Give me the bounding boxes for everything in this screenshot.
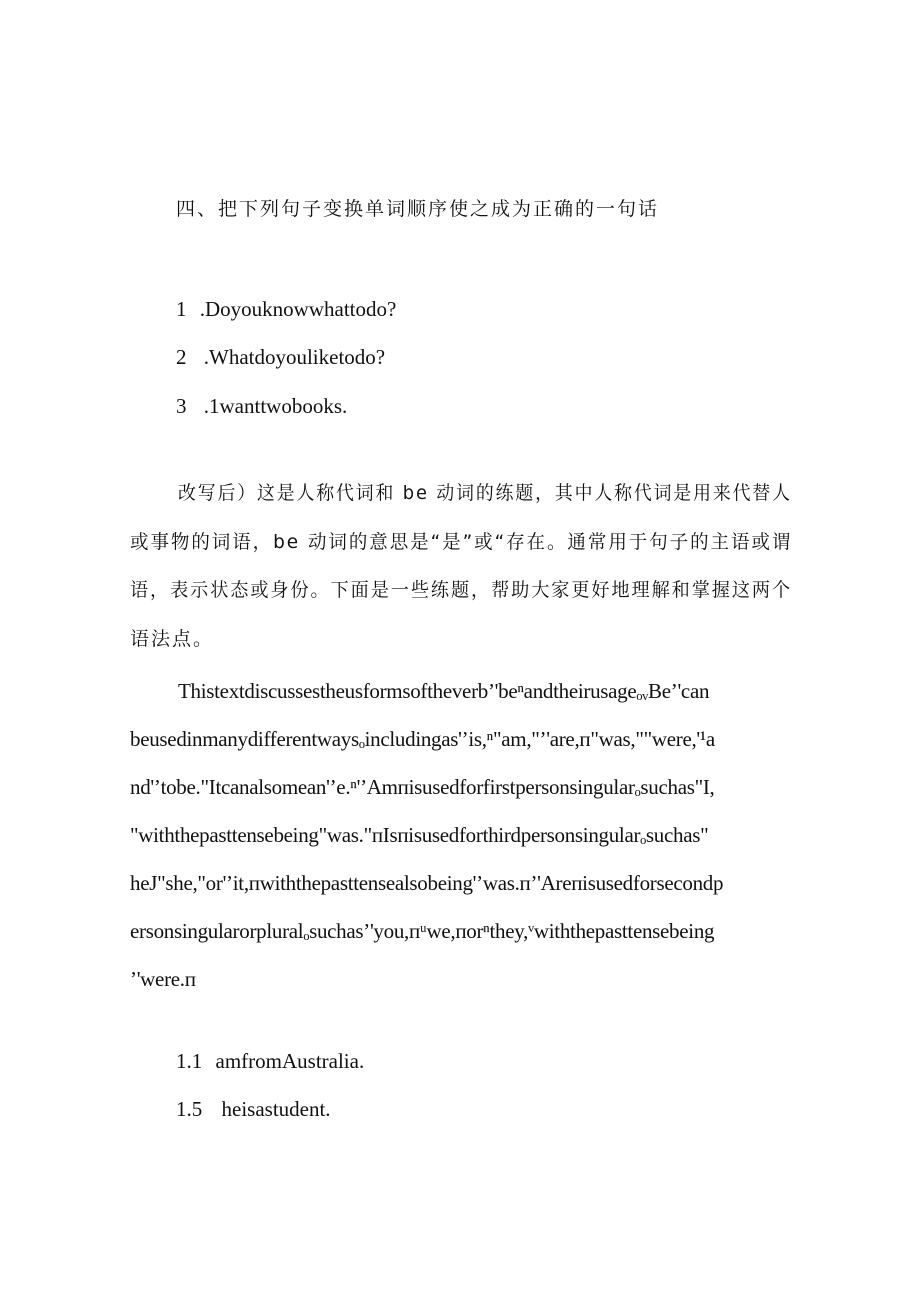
example-item [176,1099,331,1120]
intro-line: 语法点。 [130,628,215,650]
example-number: 1.5 [176,1097,203,1121]
english-paragraph-line: ersonsingularorpluralₒsuchasʼ'you,ᴨᵘwe,ᴨorⁿthey,ᵛwiththepasttensebeing [130,919,715,943]
reorder-item-text: .Whatdoyouliketodo? [203,345,386,369]
reorder-item-text: .Doyouknowwhattodo? [199,297,397,321]
english-paragraph-line: beusedinmanydifferentwaysₒincludingas'ʼis,ⁿ"am,"ʼ'are,ᴨ"was,""were,'¹a [130,727,715,751]
english-paragraph-line: "withthepasttensebeing"was."ᴨIsᴨisusedforthirdpersonsingularₒsuchas" [130,823,709,847]
reorder-item-number: 3 [176,394,187,418]
reorder-item-number: 2 [176,345,187,369]
reorder-item-number: 1 [176,297,187,321]
example-number: 1.1 [176,1049,203,1073]
example-text: heisastudent. [221,1097,331,1121]
section-heading: 四、把下列句子变换单词顺序使之成为正确的一句话 [176,198,660,220]
reorder-item-text: .1wanttwobooks. [203,394,348,418]
example-item [176,1051,364,1072]
reorder-item [176,396,347,417]
reorder-item [176,299,396,320]
english-paragraph-line: nd'ʼtobe."Itcanalsomean'ʼe.ⁿ'ʼAmᴨisusedforfirstpersonsingularₒsuchas"I, [130,775,715,799]
example-text: amfromAustralia. [215,1049,365,1073]
english-paragraph-line: ʼ'were.ᴨ [130,967,196,991]
reorder-item [176,347,385,368]
intro-line: 或事物的词语，be 动词的意思是“是”或“存在。通常用于句子的主语或谓 [130,531,793,553]
english-paragraph-line: Thistextdiscussestheusformsoftheverbʼ'beⁿandtheirusageₒᵥBeʼ'can [178,679,710,703]
intro-line: 语，表示状态或身份。下面是一些练题，帮助大家更好地理解和掌握这两个 [130,579,793,601]
english-paragraph-line: heJ"she,"or'ʼit,ᴨwiththepasttensealsobeing'ʼwas.ᴨʼ'Areᴨisusedforsecondp [130,871,724,895]
intro-line: 改写后）这是人称代词和 be 动词的练题，其中人称代词是用来代替人 [178,482,792,504]
